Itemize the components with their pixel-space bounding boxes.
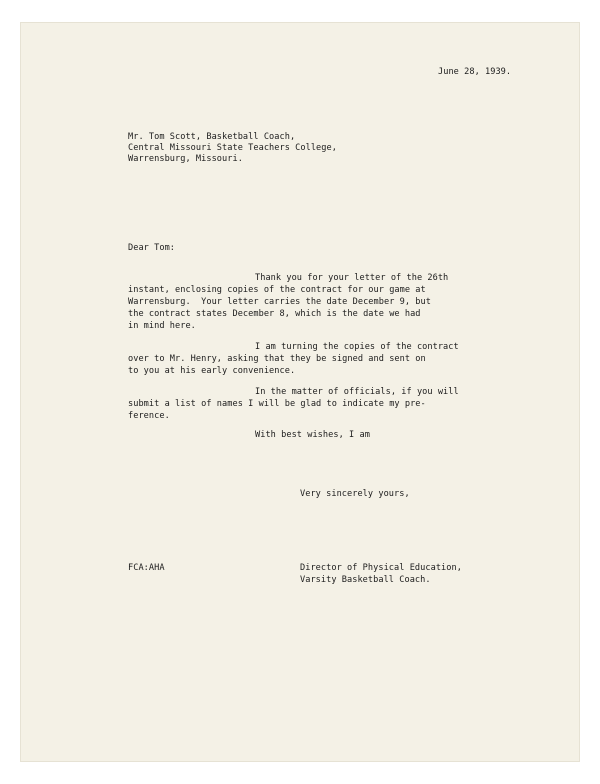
best-wishes: With best wishes, I am: [255, 430, 370, 440]
closing: Very sincerely yours,: [300, 489, 410, 499]
paragraph-line: I am turning the copies of the contract: [255, 342, 459, 352]
paragraph-line: in mind here.: [128, 321, 196, 331]
paragraph-line: submit a list of names I will be glad to indicate my pre-: [128, 399, 426, 409]
letter-date: June 28, 1939.: [438, 67, 512, 77]
salutation: Dear Tom:: [128, 243, 176, 253]
paragraph-line: Warrensburg. Your letter carries the date December 9, but: [128, 297, 431, 307]
paragraph-line: ference.: [128, 411, 170, 421]
paragraph-line: In the matter of officials, if you will: [255, 387, 459, 397]
recipient-line: Warrensburg, Missouri.: [128, 154, 243, 164]
paragraph-line: over to Mr. Henry, asking that they be signed and sent on: [128, 354, 426, 364]
recipient-line: Central Missouri State Teachers College,: [128, 143, 337, 153]
paragraph-line: the contract states December 8, which is the date we had: [128, 309, 421, 319]
paragraph-line: instant, enclosing copies of the contract for our game at: [128, 285, 426, 295]
typist-initials: FCA:AHA: [128, 563, 165, 573]
recipient-line: Mr. Tom Scott, Basketball Coach,: [128, 132, 296, 142]
paragraph-line: Thank you for your letter of the 26th: [255, 273, 449, 283]
signature-title: Director of Physical Education,: [300, 563, 462, 573]
paragraph-line: to you at his early convenience.: [128, 366, 296, 376]
signature-title: Varsity Basketball Coach.: [300, 575, 431, 585]
